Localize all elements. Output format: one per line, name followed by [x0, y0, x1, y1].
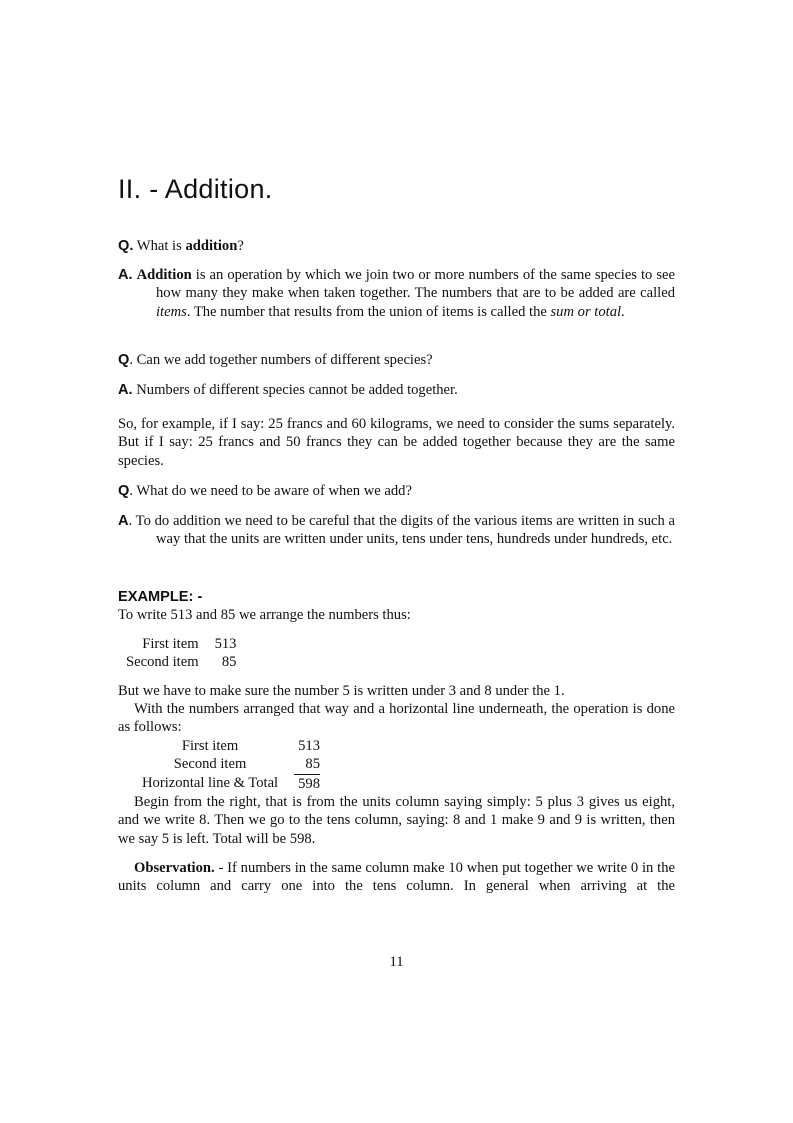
row-label: First item [181, 737, 239, 754]
table-row [142, 774, 320, 793]
page-number: 11 [389, 954, 404, 970]
table-row [142, 737, 320, 755]
a-text-3: . [621, 303, 625, 320]
row-value: 513 [298, 737, 320, 754]
a-text: . To do addition we need to be careful that the digits of the various items are written in such a way that the units are written under units, tens under tens, hundreds under hundreds, etc. [128, 513, 675, 548]
row-label: Second item [173, 756, 247, 773]
table-row [126, 653, 236, 671]
total-value: 598 [294, 774, 320, 793]
example-heading: EXAMPLE: - [118, 589, 203, 605]
question-2 [118, 351, 675, 369]
observation-text: - If numbers in the same column make 10 when put together we write 0 in the units column and carry one into the tens column. In general when arriving at the [118, 860, 675, 895]
paragraph-text: So, for example, if I say: 25 francs and 60 kilograms, we need to consider the sums separately. But if I say: 25 francs and 50 francs they can be added together because they are the same species. [118, 416, 675, 469]
answer-1 [118, 266, 675, 321]
row-label: Horizontal line & Total [142, 775, 279, 792]
paragraph-observation [118, 859, 675, 896]
a-italic-sum: sum or total [550, 303, 622, 320]
a-text-2: . The number that results from the union of items is called the [186, 303, 551, 320]
q-text: . What do we need to be aware of when we add? [129, 483, 412, 499]
example-table-1 [126, 635, 236, 672]
answer-2 [118, 381, 675, 399]
example-note: But we have to make sure the number 5 is written under 3 and 8 under the 1. [118, 682, 565, 699]
row-value: 513 [214, 635, 237, 652]
a-label: A. [118, 382, 133, 398]
q-label: Q [118, 483, 130, 499]
row-label: First item [142, 635, 199, 652]
example-section [118, 588, 675, 793]
example-table-2 [142, 737, 320, 793]
example-intro: To write 513 and 85 we arrange the numbers thus: [118, 607, 411, 624]
row-value: 85 [305, 756, 320, 773]
example-paragraph: With the numbers arranged that way and a horizontal line underneath, the operation is done as follows: [118, 701, 675, 736]
paragraph-species [118, 415, 675, 470]
question-1 [118, 237, 675, 255]
a-italic-items: items [156, 303, 187, 320]
table-row [142, 755, 320, 773]
a-label: A [118, 513, 129, 529]
q-text: What is [136, 238, 186, 254]
paragraph-text: Begin from the right, that is from the units column saying simply: 5 plus 3 gives us eight, and we write 8. Then we go to the tens column, saying: 8 and 1 make 9 and 9 is written, then we say 5 is left. Total will be 598. [118, 794, 675, 847]
row-label: Second item [126, 654, 199, 671]
q-label: Q [118, 352, 130, 368]
observation-label: Observation. [134, 860, 215, 876]
answer-3 [118, 512, 675, 549]
a-bold: Addition [136, 267, 192, 283]
q-bold: addition [185, 238, 238, 254]
a-text: Numbers of different species cannot be added together. [132, 382, 458, 398]
a-text: is an operation by which we join two or more numbers of the same species to see how many they make when taken together. The numbers that are to be added are called [156, 267, 675, 302]
a-label: A. [118, 267, 133, 283]
question-3 [118, 482, 675, 500]
q-text-end: ? [237, 238, 244, 254]
section-title: II. - Addition. [118, 174, 273, 204]
paragraph-explanation [118, 793, 675, 848]
q-text: . Can we add together numbers of different species? [129, 352, 433, 368]
row-value: 85 [221, 654, 237, 671]
q-label: Q. [118, 238, 134, 254]
table-row [126, 635, 236, 653]
